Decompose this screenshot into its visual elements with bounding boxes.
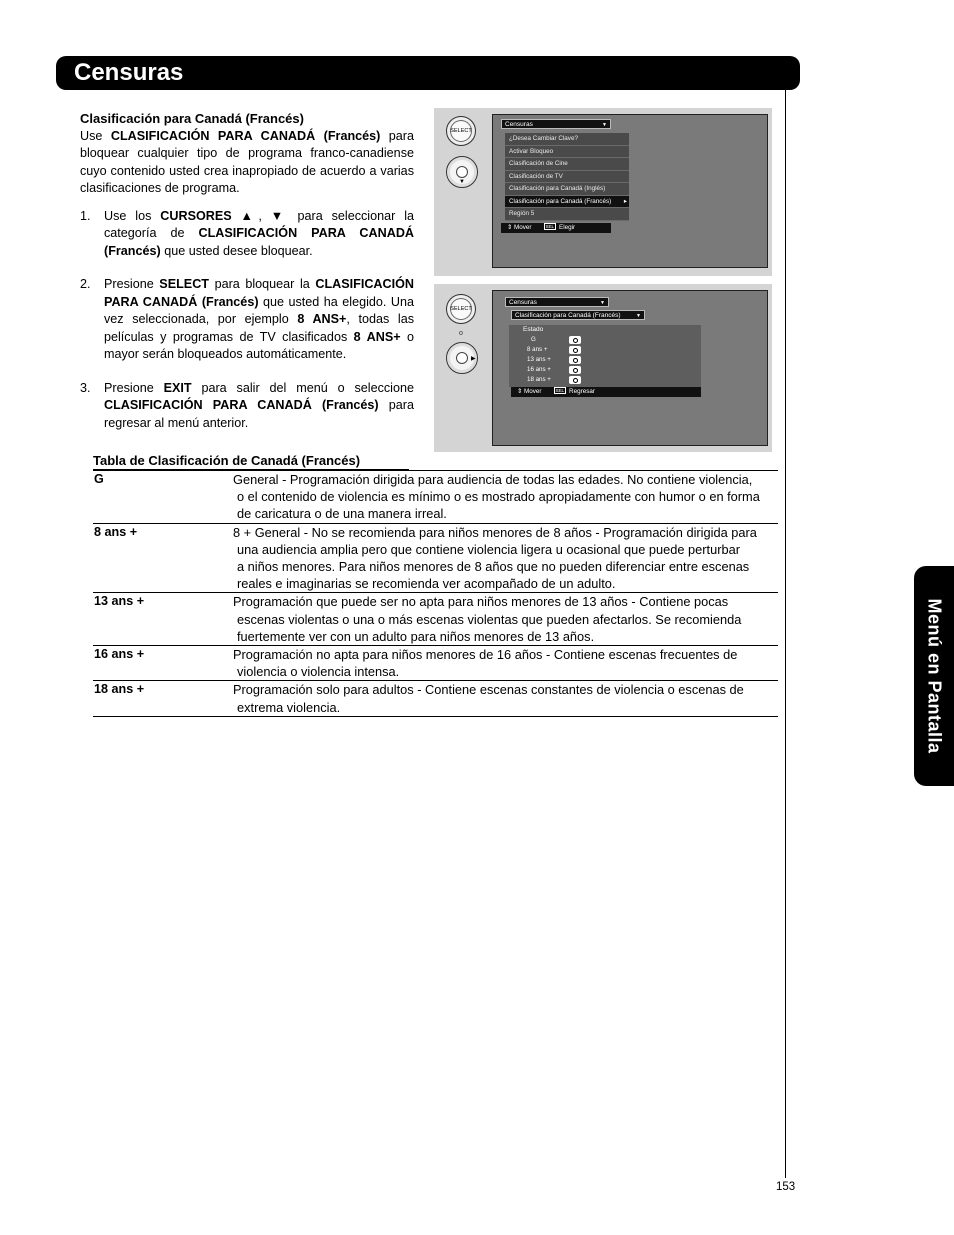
step-2: 2. Presione SELECT para bloquear la CLASIFICACIÓN PARA CANADÁ (Francés) que usted ha elegido. Una vez seleccionada, por ejemplo 8 ANS+, todas las películas y programas de TV clasificados 8 ANS+ o mayor serán bloqueados automáticamente. [80,277,414,361]
table-rule [93,716,778,717]
menu-item[interactable]: Clasificación de TV [505,171,629,184]
lock-icon [569,376,581,384]
step-1: 1. Use los CURSORES ▲, ▼ para seleccionar la categoría de CLASIFICACIÓN PARA CANADÁ (Francés) que usted desee bloquear. [80,208,415,258]
intro-paragraph: Use CLASIFICACIÓN PARA CANADÁ (Francés) para bloquear cualquier tipo de programa franco-canadiense cuyo contenido usted crea inapropiado de acuerdo a varias clasificaciones de programa. [80,128,414,195]
rating-description: Programación no apta para niños menores de 16 años - Contiene escenas frecuentes de violencia o violencia intensa. [233,647,738,680]
section-tab [914,566,954,786]
lock-icon [569,336,581,344]
page-number: 153 [776,1181,796,1193]
menu-item[interactable]: ¿Desea Cambiar Clave? [505,133,629,146]
menu-title-bar: Censuras ▼ [505,297,609,307]
rating-row[interactable]: 13 ans + [527,355,607,364]
submenu-arrow-icon: ▸ [623,197,627,205]
menu-item[interactable]: Región 5 [505,208,629,221]
cursor-pad-icon [446,342,478,374]
menu-item[interactable]: Activar Bloqueo [505,146,629,159]
rating-state-panel: Estado G 8 ans + 13 ans + 16 ans + 18 ans + [509,325,701,387]
select-button-icon: SELECT [446,294,476,324]
rating-description: Programación que puede ser no apta para niños menores de 13 años - Contiene pocas escenas violentas o una o más escenas violentas que pueden afectarlos. Se recomienda fuertemente ver con un adulto para niños menores de 13 años. [233,594,742,644]
rating-row[interactable]: 16 ans + [527,365,607,374]
menu-item[interactable]: Clasificación para Canadá (Francés) ▸ [505,196,629,209]
rating-label: 18 ans + [94,682,145,697]
down-arrow-icon: ▼ [459,179,465,185]
page-title: Censuras [74,59,184,86]
rating-label: 8 ans + [94,524,138,539]
or-label: o [459,330,463,337]
column-divider [785,90,786,1178]
section-tab-label: Menú en Pantalla [924,598,945,754]
rating-label: G [94,472,104,486]
rating-description: 8 + General - No se recomienda para niños menores de 8 años - Programación dirigida para una audiencia amplia pero que contiene violencia ligera u ocasional que puede perturbar a niños menores. Para niños menores de 8 años que no pueden diferenciar entre escenas reales e imaginarias se recomienda ver acompañado de un adulto. [233,524,757,592]
cursor-pad-icon [446,156,478,188]
rating-row[interactable]: 8 ans + [527,345,607,354]
rating-label: 13 ans + [94,594,145,609]
submenu-title-bar: Clasificación para Canadá (Francés) ▼ [511,310,645,320]
instructions [80,110,414,432]
tv-screen-2 [492,290,768,446]
menu-item[interactable]: Clasificación de Cine [505,158,629,171]
rating-description: General - Programación dirigida para audiencia de todas las edades. No contiene violencia, o el contenido de violencia es mínimo o es mostrado apropiadamente con humor o en forma de caricatura o de una manera irreal. [233,472,760,522]
tv-screen-1 [492,114,768,268]
rating-description: Programación solo para adultos - Contiene escenas constantes de violencia o escenas de extrema violencia. [233,682,744,715]
page-header [56,56,800,90]
right-arrow-icon: ▶ [471,356,476,362]
menu-footer: ⇕ Mover SEL Regresar [511,387,701,397]
select-button-icon: SELECT [446,116,476,146]
menu-list [505,133,629,221]
lock-icon [569,346,581,354]
section-title: Clasificación para Canadá (Francés) [80,111,304,126]
menu-screenshot-2 [434,284,772,452]
menu-screenshot-1 [434,108,772,276]
lock-icon [569,366,581,374]
step-3: 3. Presione EXIT para salir del menú o seleccione CLASIFICACIÓN PARA CANADÁ (Francés) para regresar al menú anterior. [80,380,414,430]
rating-row[interactable]: 18 ans + [527,375,607,384]
menu-item[interactable]: Clasificación para Canadá (Inglés) [505,183,629,196]
rating-row[interactable]: G [531,335,611,344]
rating-label: 16 ans + [94,647,145,661]
table-title: Tabla de Clasificación de Canadá (Francés) [93,453,361,468]
lock-icon [569,356,581,364]
menu-footer: ⇕ Mover SEL Elegir [501,223,611,233]
menu-title-bar: Censuras ▼ [501,119,611,129]
